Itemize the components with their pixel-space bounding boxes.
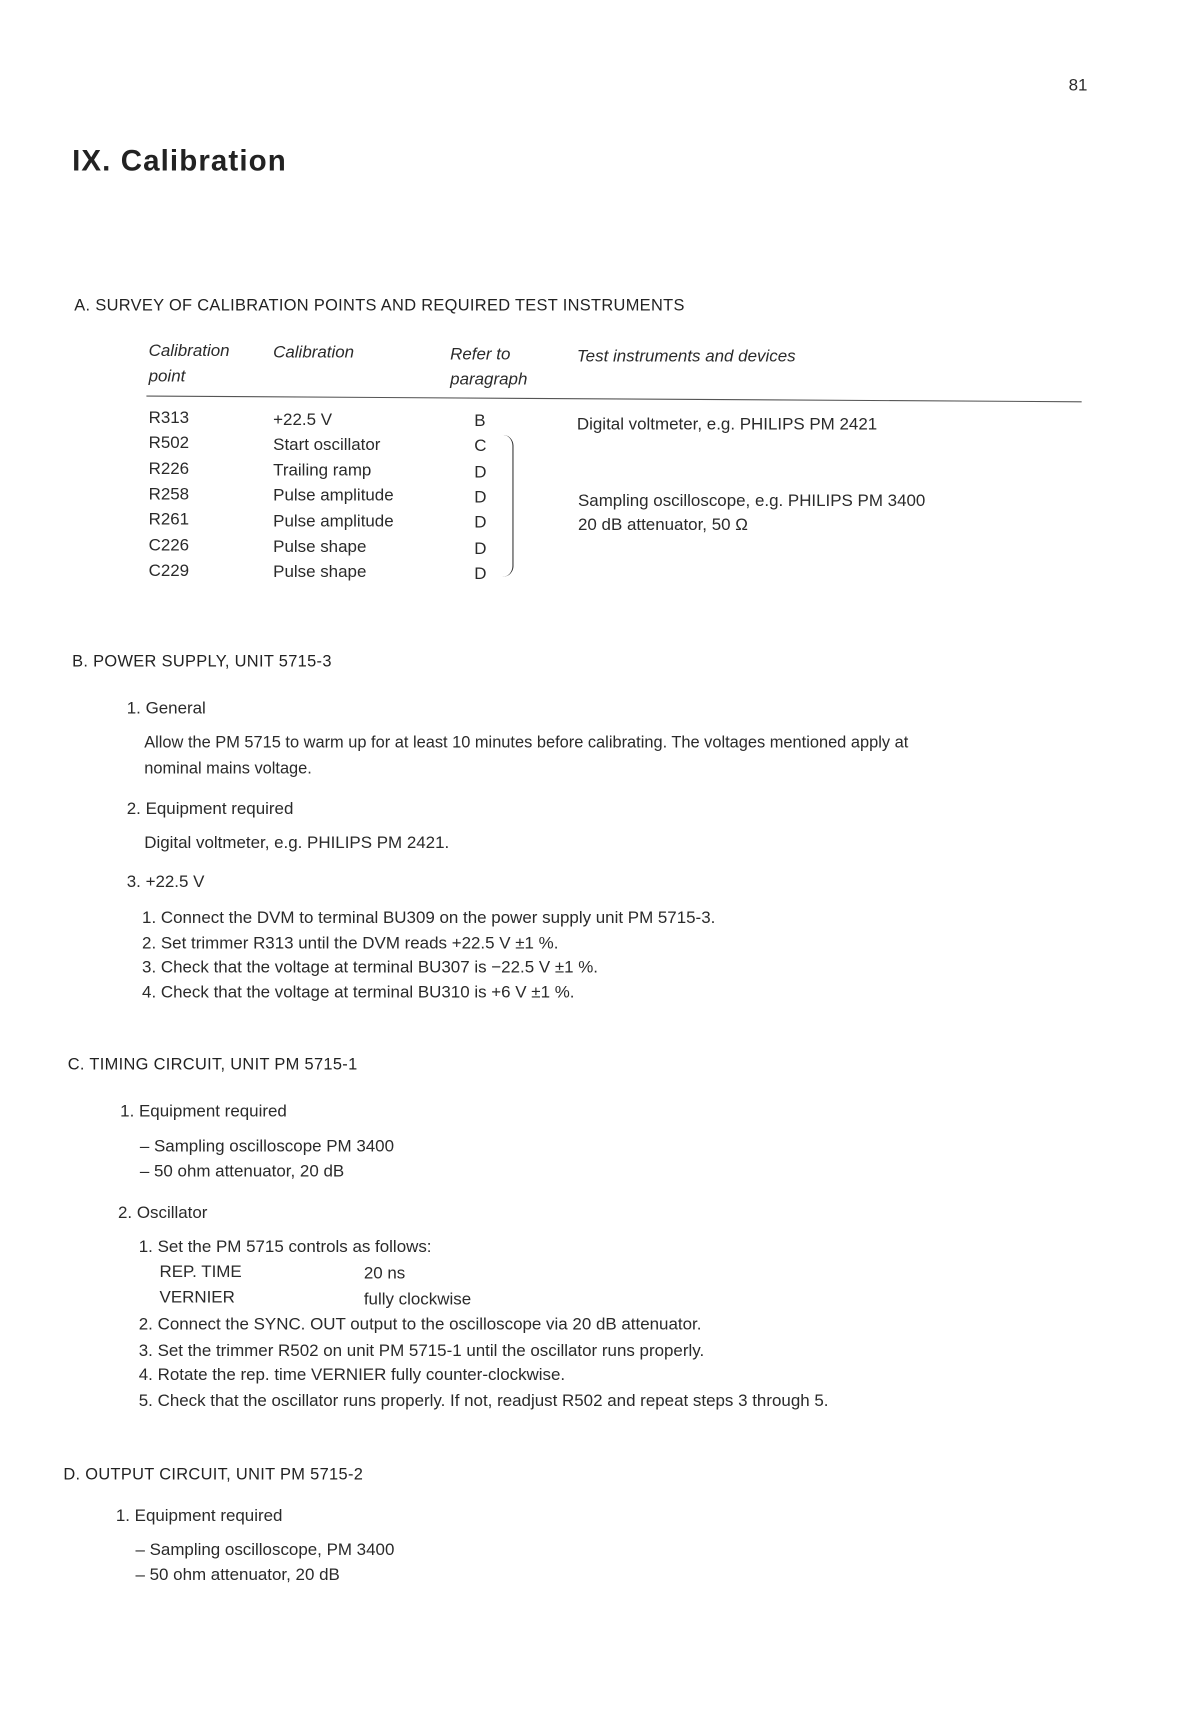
- calibration-item: Start oscillator: [273, 435, 381, 455]
- section-b-heading: B. POWER SUPPLY, UNIT 5715-3: [72, 652, 332, 671]
- d-equip: – Sampling oscilloscope, PM 3400: [135, 1540, 395, 1560]
- b-equip-title: 2. Equipment required: [126, 799, 294, 819]
- calibration-item: Pulse shape: [273, 537, 367, 557]
- control-value: 20 ns: [363, 1264, 406, 1283]
- col-header-refer-2: paragraph: [450, 370, 528, 389]
- control-value: fully clockwise: [363, 1290, 472, 1309]
- col-header-point-2: point: [148, 367, 186, 386]
- paragraph-ref: B: [474, 411, 486, 431]
- col-header-instruments: Test instruments and devices: [576, 347, 796, 367]
- c-step: 1. Set the PM 5715 controls as follows:: [138, 1237, 432, 1257]
- section-a-heading: A. SURVEY OF CALIBRATION POINTS AND REQUIRED TEST INSTRUMENTS: [74, 296, 685, 315]
- c-step: 3. Set the trimmer R502 on unit PM 5715-1 until the oscillator runs properly.: [138, 1341, 705, 1361]
- col-header-calibration: Calibration: [273, 343, 355, 362]
- b-step: 4. Check that the voltage at terminal BU310 is +6 V ±1 %.: [142, 983, 575, 1002]
- section-c-heading: C. TIMING CIRCUIT, UNIT PM 5715-1: [67, 1055, 358, 1075]
- general-title: 1. General: [126, 699, 206, 718]
- calibration-item: Pulse amplitude: [273, 486, 394, 506]
- general-text-1: Allow the PM 5715 to warm up for at least 10 minutes before calibrating. The voltages mentioned apply at: [144, 733, 909, 752]
- table-rule: [146, 396, 1081, 403]
- instrument-attenuator: 20 dB attenuator, 50 Ω: [577, 515, 748, 535]
- calibration-point: R226: [148, 459, 190, 479]
- control-name: VERNIER: [159, 1288, 235, 1307]
- c-equip-title: 1. Equipment required: [120, 1102, 287, 1122]
- b-equip-text: Digital voltmeter, e.g. PHILIPS PM 2421.: [144, 833, 450, 853]
- calibration-item: Pulse amplitude: [273, 512, 394, 531]
- page-number: 81: [1068, 76, 1088, 96]
- b-step: 1. Connect the DVM to terminal BU309 on the power supply unit PM 5715-3.: [142, 909, 716, 928]
- calibration-point: R261: [148, 510, 190, 530]
- calibration-point: R258: [148, 484, 190, 504]
- col-header-refer: Refer to: [450, 345, 511, 364]
- calibration-point: C229: [148, 561, 190, 580]
- b-step: 3. Check that the voltage at terminal BU307 is −22.5 V ±1 %.: [142, 958, 599, 977]
- general-text-2: nominal mains voltage.: [144, 759, 312, 778]
- c-step: 5. Check that the oscillator runs properly. If not, readjust R502 and repeat steps 3 through 5.: [138, 1391, 829, 1411]
- d-equip-title: 1. Equipment required: [115, 1506, 283, 1526]
- instrument-dvm: Digital voltmeter, e.g. PHILIPS PM 2421: [576, 415, 878, 434]
- col-header-point: Calibration: [148, 341, 230, 361]
- voltage-title: 3. +22.5 V: [126, 872, 205, 892]
- calibration-point: C226: [148, 535, 190, 555]
- paragraph-ref: C: [474, 437, 487, 456]
- calibration-item: +22.5 V: [273, 410, 333, 429]
- paragraph-ref: D: [474, 462, 487, 482]
- calibration-item: Pulse shape: [273, 563, 367, 582]
- c-step: 2. Connect the SYNC. OUT output to the oscilloscope via 20 dB attenuator.: [138, 1315, 702, 1335]
- control-name: REP. TIME: [159, 1263, 242, 1282]
- calibration-point: R313: [148, 408, 190, 428]
- b-step: 2. Set trimmer R313 until the DVM reads +22.5 V ±1 %.: [142, 934, 559, 953]
- c-equip: – 50 ohm attenuator, 20 dB: [139, 1162, 345, 1182]
- c-step: 4. Rotate the rep. time VERNIER fully counter-clockwise.: [138, 1365, 566, 1385]
- oscillator-title: 2. Oscillator: [118, 1204, 208, 1223]
- calibration-item: Trailing ramp: [273, 461, 372, 480]
- paragraph-ref: D: [474, 539, 487, 558]
- page-title: IX. Calibration: [72, 144, 287, 178]
- section-d-heading: D. OUTPUT CIRCUIT, UNIT PM 5715-2: [63, 1465, 364, 1484]
- paragraph-ref: D: [474, 564, 487, 584]
- c-equip: – Sampling oscilloscope PM 3400: [139, 1137, 395, 1156]
- brace: [497, 435, 513, 577]
- paragraph-ref: D: [474, 488, 487, 507]
- instrument-scope: Sampling oscilloscope, e.g. PHILIPS PM 3400: [577, 491, 926, 511]
- paragraph-ref: D: [474, 513, 487, 533]
- d-equip: – 50 ohm attenuator, 20 dB: [135, 1565, 340, 1585]
- calibration-point: R502: [148, 434, 190, 453]
